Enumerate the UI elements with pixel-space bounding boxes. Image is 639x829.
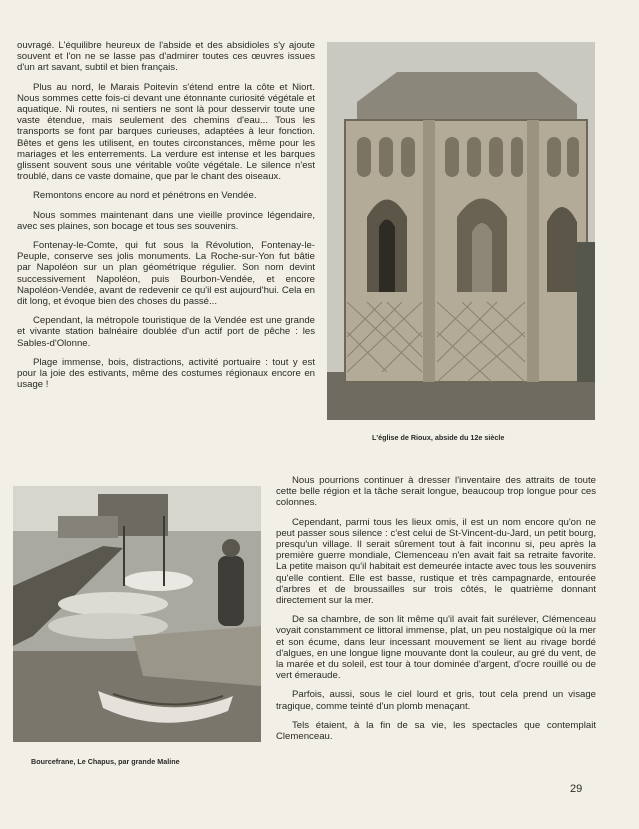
paragraph: Parfois, aussi, sous le ciel lourd et gris, tout cela prend un visage tragique, comme teinté d'un plomb menaçant. — [276, 689, 596, 712]
page-number: 29 — [570, 783, 583, 795]
church-illustration — [327, 42, 595, 420]
paragraph: Fontenay-le-Comte, qui fut sous la Révolution, Fontenay-le-Peuple, conserve ses jolis monuments. La Roche-sur-Yon fut bâtie par Napoléon sur un plan géométrique régulier. Son nom devint successivement Napoléon, puis Bourbon-Vendée, et encore Napoléon-Vendée, avant de redevenir ce qu'il est aujourd'hui. Cela en dit long, et évoque bien des choses du passé... — [17, 240, 315, 308]
paragraph: Plus au nord, le Marais Poitevin s'étend entre la côte et Niort. Nous sommes cette fois-ci devant une étonnante curiosité végétale et aquatique. Ni routes, ni sentiers ne sont là pour desservir toute une vaste étendue, mais seulement des chemins d'eau... Tous les transports se font par barques curieuses, adaptées à leur fonction. Bêtes et gens les utilisent, en toutes circonstances, même pour les mariages et les enterrements. La verdure est intense et les barques glissent souvent sous une véritable voûte végétale. Le silence n'est troublé, dans ce vaste domaine, que par le chant des oiseaux. — [17, 81, 315, 183]
church-caption: L'église de Rioux, abside du 12e siècle — [372, 433, 505, 442]
paragraph: ouvragé. L'équilibre heureux de l'abside et des absidioles s'y ajoute souvent et l'on ne se lasse pas d'admirer toutes ces œuvres issues d'un art savant, subtil et bien français. — [17, 40, 315, 74]
harbor-illustration — [13, 486, 261, 742]
right-text-column — [276, 475, 596, 750]
paragraph: Nous pourrions continuer à dresser l'inventaire des attraits de toute cette belle région et la tâche serait longue, beaucoup trop longue pour ces colonnes. — [276, 475, 596, 509]
paragraph: Nous sommes maintenant dans une vieille province légendaire, avec ses plaines, son bocage et tous ses souvenirs. — [17, 209, 315, 232]
paragraph: Cependant, la métropole touristique de la Vendée est une grande et vivante station balnéaire doublée d'un actif port de pêche : les Sables-d'Olonne. — [17, 315, 315, 349]
harbor-caption: Bourcefrane, Le Chapus, par grande Maline — [31, 757, 180, 766]
harbor-photo — [13, 486, 261, 742]
paragraph: De sa chambre, de son lit même qu'il avait fait surélever, Clémenceau voyait constamment ce littoral immense, plat, un peu nostalgique où la mer et son écume, dans leur incessant mouvement se lient au rivage bordé d'algues, en une longue ligne mouvante dont la couleur, au gré du vent, de la marée et du soleil, est tour à tour dominée d'argent, d'ocre rouillé ou de vert émeraude. — [276, 614, 596, 682]
paragraph: Cependant, parmi tous les lieux omis, il est un nom encore qu'on ne peut passer sous silence : c'est celui de St-Vincent-du-Jard, un petit bourg, presqu'un village. Il serait sûrement tout à fait inconnu si, peu après la première guerre mondiale, Clemenceau n'en avait fait sa retraite favorite. La petite maison qu'il habitait est demeurée intacte avec tous les souvenirs qu'elle contient. Elle est basse, rustique et très campagnarde, entourée d'arbres et de broussailles sur trois côtés, le quatrième donnant directement sur la mer. — [276, 516, 596, 607]
paragraph: Tels étaient, à la fin de sa vie, les spectacles que contemplait Clemenceau. — [276, 719, 596, 743]
paragraph: Plage immense, bois, distractions, activité portuaire : tout y est pour la joie des estivants, même des costumes régionaux encore en usage ! — [17, 356, 315, 391]
church-photo — [327, 42, 595, 420]
paragraph: Remontons encore au nord et pénétrons en Vendée. — [33, 190, 257, 202]
left-text-column — [17, 40, 315, 398]
